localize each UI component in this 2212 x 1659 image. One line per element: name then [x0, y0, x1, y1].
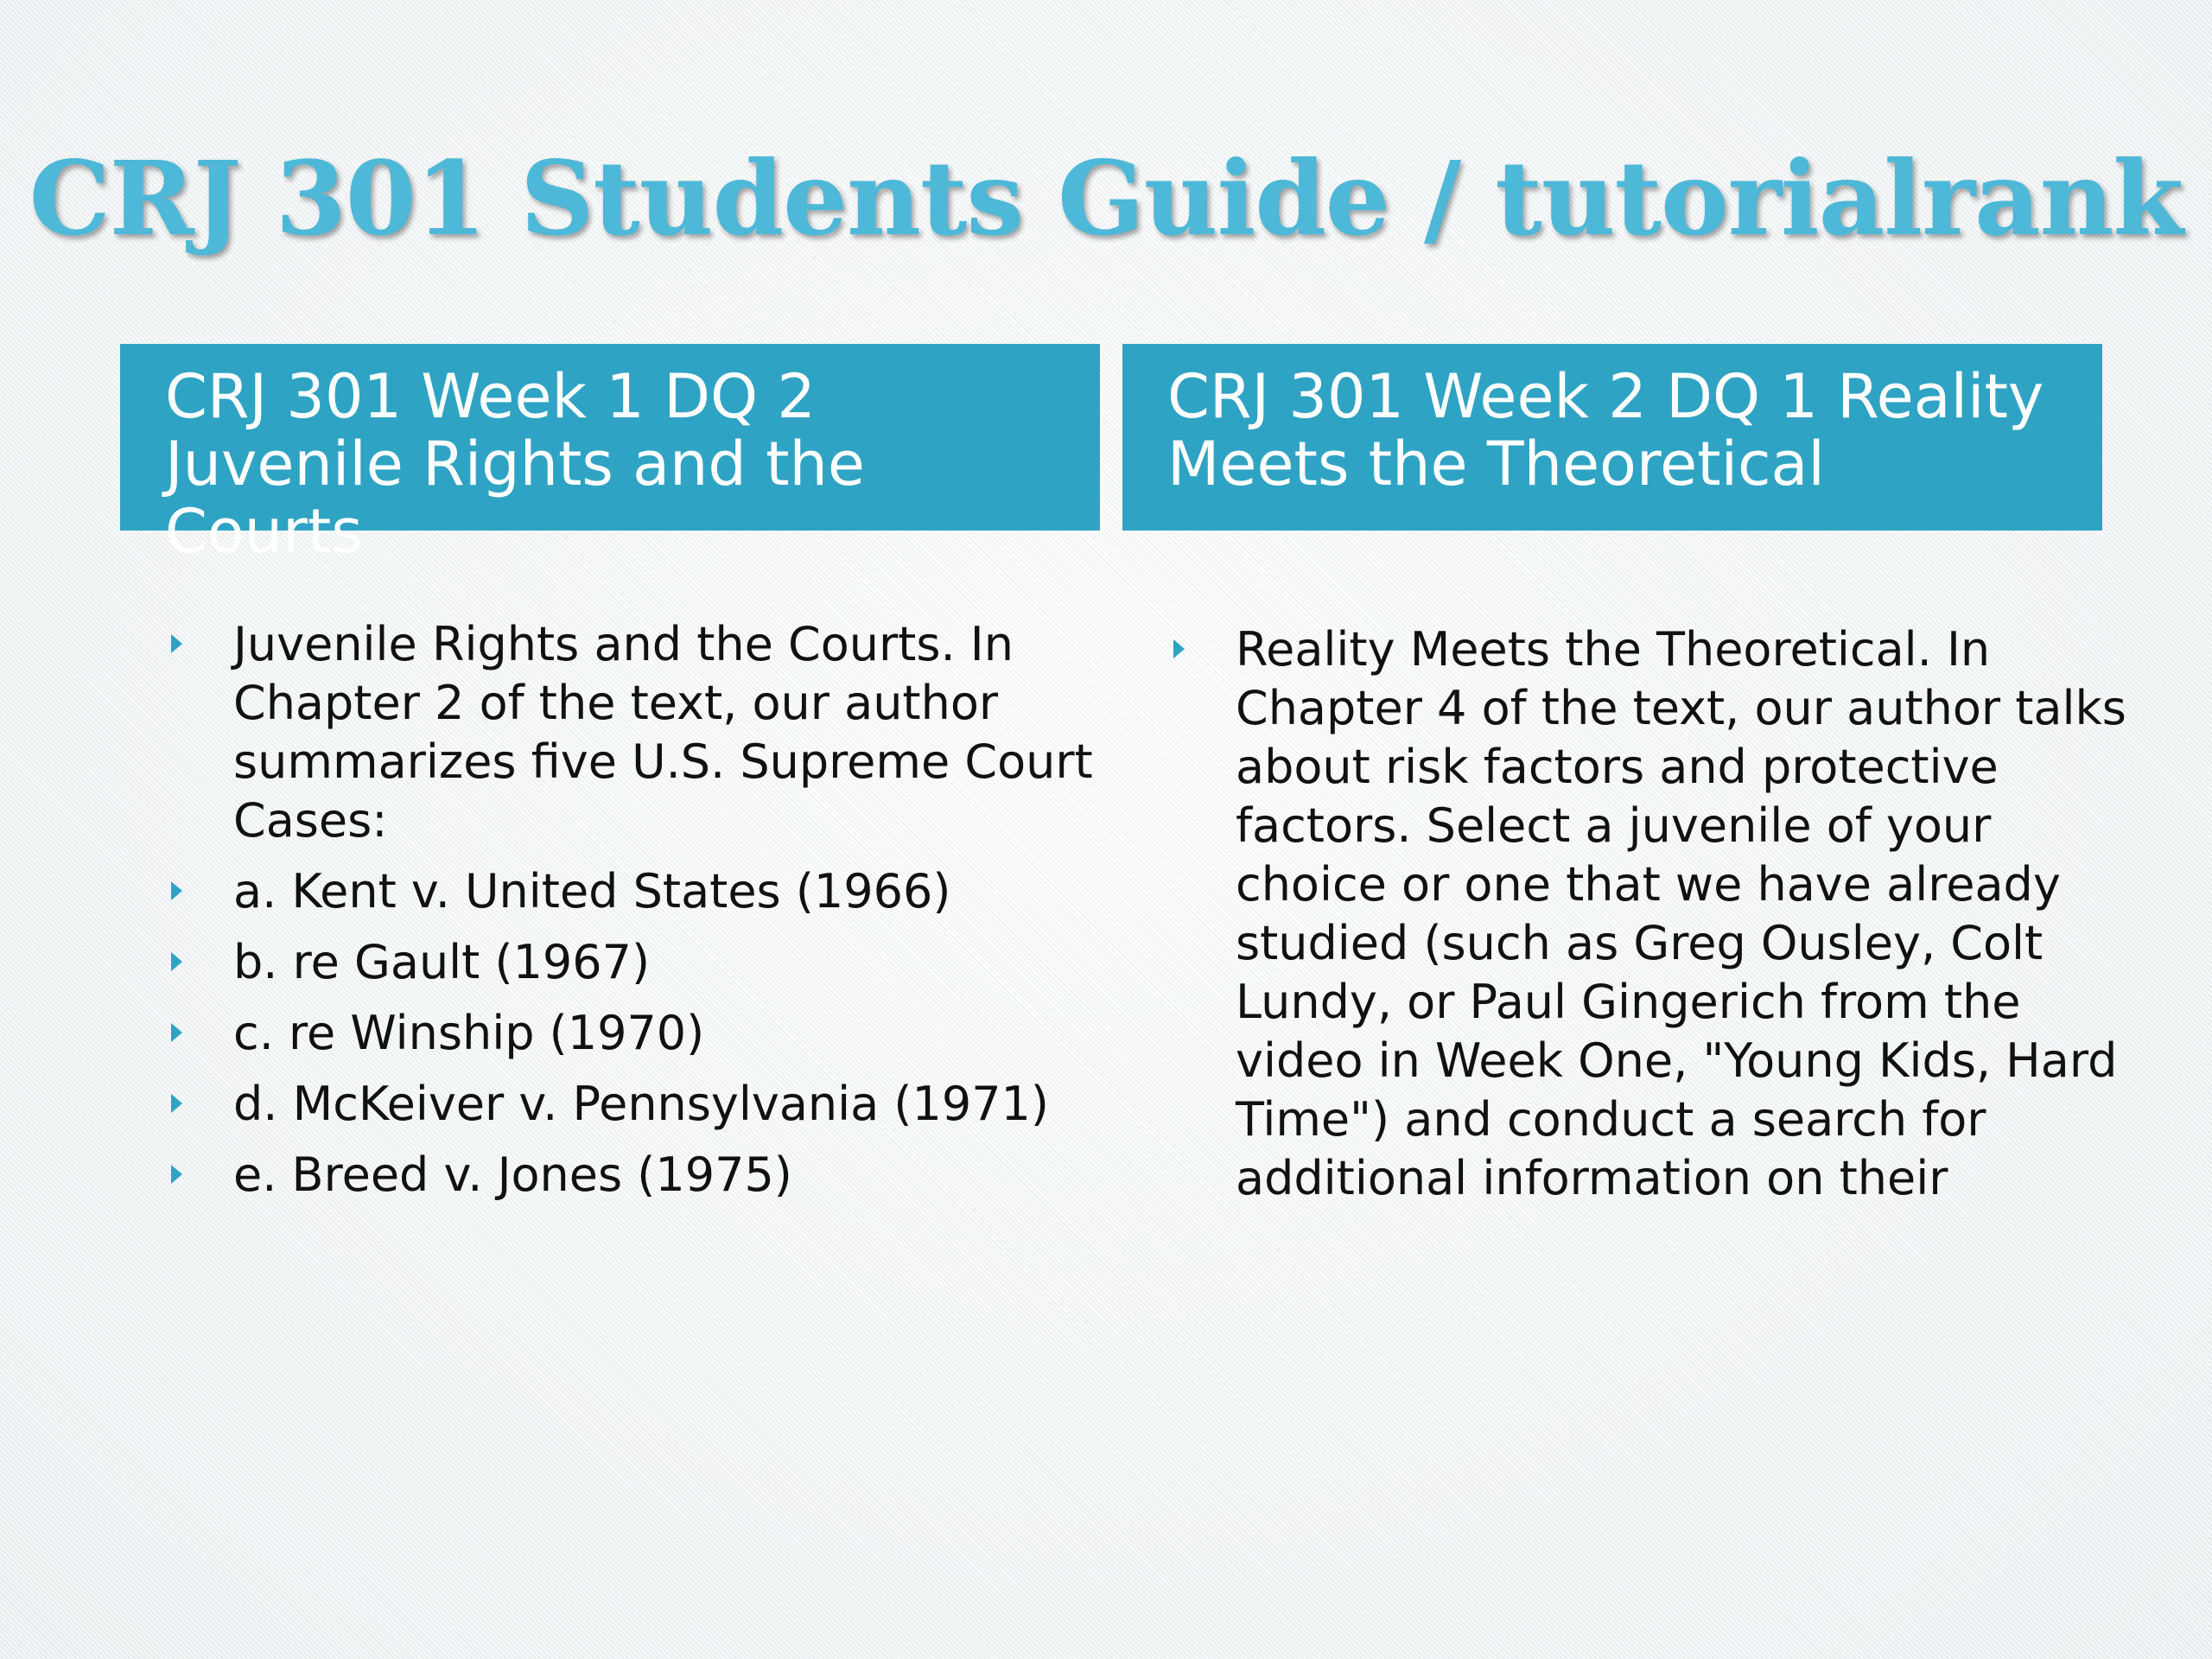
bullet-arrow-icon — [1173, 639, 1185, 658]
bullet-arrow-icon — [171, 881, 182, 900]
list-item — [171, 615, 1100, 850]
bullet-text: a. Kent v. United States (1966) — [233, 864, 951, 918]
bullet-arrow-icon — [171, 952, 182, 971]
bullet-arrow-icon — [171, 1165, 182, 1184]
bullet-text: e. Breed v. Jones (1975) — [233, 1147, 792, 1202]
left-bullet-list — [171, 615, 1100, 1217]
slide-title: CRJ 301 Students Guide / tutorialrank — [29, 138, 2183, 258]
bullet-text: Juvenile Rights and the Courts. In Chapter 2 of the text, our author summarizes five U.S. Supreme Court Cases: — [233, 617, 1093, 848]
right-column-header: CRJ 301 Week 2 DQ 1 Reality Meets the Theoretical — [1122, 344, 2102, 531]
right-bullet-list — [1173, 620, 2141, 1220]
bullet-arrow-icon — [171, 1094, 182, 1113]
list-item — [1173, 620, 2141, 1208]
bullet-arrow-icon — [171, 1023, 182, 1042]
bullet-text: Reality Meets the Theoretical. In Chapter 4 of the text, our author talks about risk factors and protective factors. Select a juvenile of your choice or one that we have already studied (such as Greg Ousley, Colt Lundy, or Paul Gingerich from the video in Week One, "Young Kids, Hard Time") and conduct a search for additional information on their — [1236, 622, 2126, 1205]
list-item — [171, 862, 1100, 921]
list-item — [171, 1075, 1100, 1134]
bullet-text: d. McKeiver v. Pennsylvania (1971) — [233, 1077, 1049, 1131]
list-item — [171, 1004, 1100, 1063]
left-column-header: CRJ 301 Week 1 DQ 2 Juvenile Rights and the Courts — [120, 344, 1100, 531]
bullet-arrow-icon — [171, 634, 182, 653]
list-item — [171, 1146, 1100, 1205]
bullet-text: c. re Winship (1970) — [233, 1006, 705, 1060]
list-item — [171, 933, 1100, 992]
bullet-text: b. re Gault (1967) — [233, 935, 651, 989]
